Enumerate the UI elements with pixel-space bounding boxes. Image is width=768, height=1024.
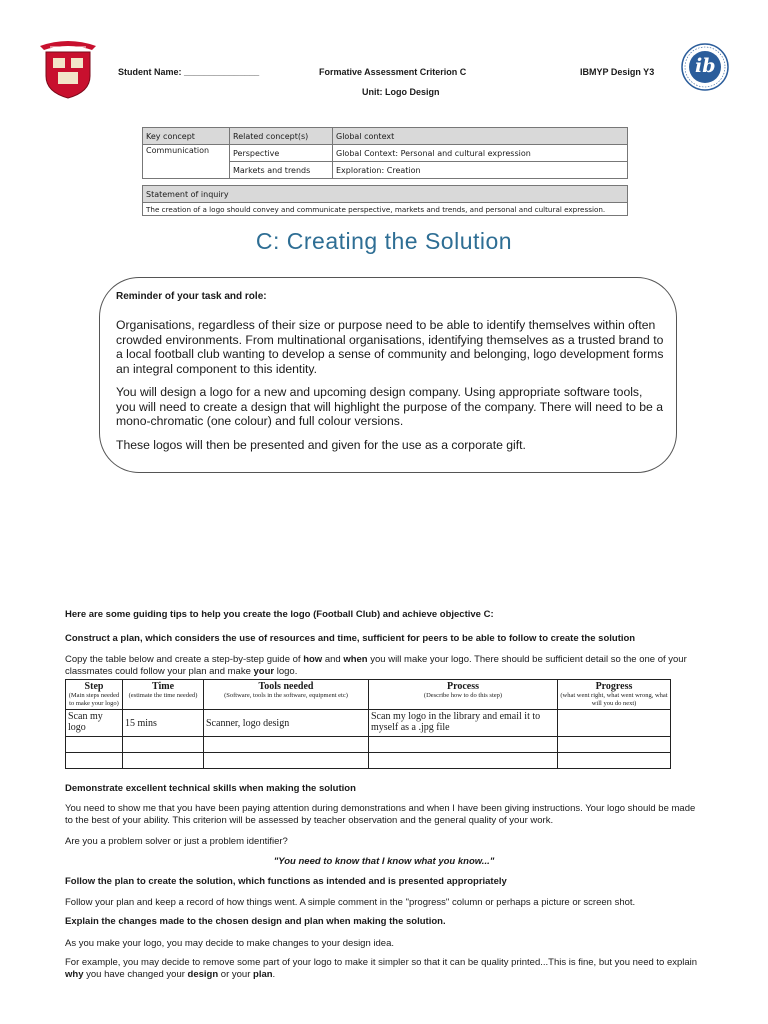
reminder-paragraph-1: Organisations, regardless of their size or purpose need to be able to identify themselves within often crowded environments. From multinational organisations, identifying themselves as a trusted brand to a local football club wanting to develop a sense of community and belonging, logo development forms an integral component to this identity. [116, 318, 664, 376]
key-concept-value: Communication [143, 145, 230, 179]
progress-header: Progress (what went right, what went wrong, what will you do next) [558, 680, 671, 710]
plan-table [65, 679, 671, 769]
time-header: Time (estimate the time needed) [123, 680, 204, 710]
quote: "You need to know that I know what you know..." [273, 856, 495, 867]
global-context-1: Global Context: Personal and cultural expression [333, 145, 628, 162]
problem-question: Are you a problem solver or just a problem identifier? [65, 836, 288, 847]
unit-info-table [142, 127, 628, 216]
global-context-2: Exploration: Creation [333, 162, 628, 179]
school-crest-logo [36, 38, 100, 100]
follow-heading: Follow the plan to create the solution, which functions as intended and is presented appropriately [65, 876, 507, 887]
key-concept-header: Key concept [143, 128, 230, 145]
table-row [66, 753, 671, 769]
tips-intro: Here are some guiding tips to help you create the logo (Football Club) and achieve objective C: [65, 609, 494, 620]
row-progress [558, 710, 671, 737]
process-header: Process (Describe how to do this step) [369, 680, 558, 710]
explain-heading: Explain the changes made to the chosen design and plan when making the solution. [65, 916, 446, 927]
related-concept-2: Markets and trends [230, 162, 333, 179]
course-label: IBMYP Design Y3 [580, 67, 655, 77]
global-context-header: Global context [333, 128, 628, 145]
reminder-paragraph-3: These logos will then be presented and given for the use as a corporate gift. [116, 438, 526, 452]
related-concept-1: Perspective [230, 145, 333, 162]
assessment-title: Formative Assessment Criterion C [319, 67, 467, 77]
related-concept-header: Related concept(s) [230, 128, 333, 145]
reminder-paragraph-2: You will design a logo for a new and upcoming design company. Using appropriate software tools, you will need to create a design that will highlight the purpose of the company. There will need to be a mono-chromatic (one colour) and full colour versions. [116, 385, 663, 428]
row-tools: Scanner, logo design [204, 710, 369, 737]
table-row [66, 710, 671, 737]
row-process: Scan my logo in the library and email it to myself as a .jpg file [369, 710, 558, 737]
row-step: Scan my logo [66, 710, 123, 737]
table-row [66, 737, 671, 753]
skills-text: You need to show me that you have been paying attention during demonstrations and when I have been giving instructions. Your logo should be made to the best of your ability. This criterion will be assessed by teacher observation and the general quality of your work. [65, 803, 696, 826]
row-time: 15 mins [123, 710, 204, 737]
statement-of-inquiry-header: Statement of inquiry [143, 186, 628, 203]
reminder-box [99, 277, 677, 473]
statement-of-inquiry-text: The creation of a logo should convey and communicate perspective, markets and trends, and personal and cultural expression. [143, 203, 628, 216]
ib-logo [680, 42, 730, 92]
step-header: Step (Main steps needed to make your logo) [66, 680, 123, 710]
unit-label: Unit: Logo Design [362, 87, 440, 97]
skills-heading: Demonstrate excellent technical skills when making the solution [65, 783, 356, 794]
follow-text: Follow your plan and keep a record of how things went. A simple comment in the "progress" column or perhaps a picture or screen shot. [65, 897, 636, 908]
plan-heading: Construct a plan, which considers the use of resources and time, sufficient for peers to be able to follow to create the solution [65, 633, 636, 644]
example-text: For example, you may decide to remove some part of your logo to make it simpler so that it can be quality printed...This is fine, but you need to explain why you have changed your design or your plan. [65, 957, 698, 980]
section-title: C: Creating the Solution [255, 228, 513, 254]
reminder-heading: Reminder of your task and role: [116, 291, 267, 302]
tools-header: Tools needed (Software, tools in the software, equipment etc) [204, 680, 369, 710]
explain-text: As you make your logo, you may decide to make changes to your design idea. [65, 938, 394, 949]
student-name-field: Student Name: _______________ [118, 67, 260, 77]
copy-instructions: Copy the table below and create a step-by-step guide of how and when you will make your logo. There should be sufficient detail so the one of your classmates could follow your plan and make your logo. [65, 654, 687, 677]
ib-logo-mark: ib [695, 55, 716, 77]
